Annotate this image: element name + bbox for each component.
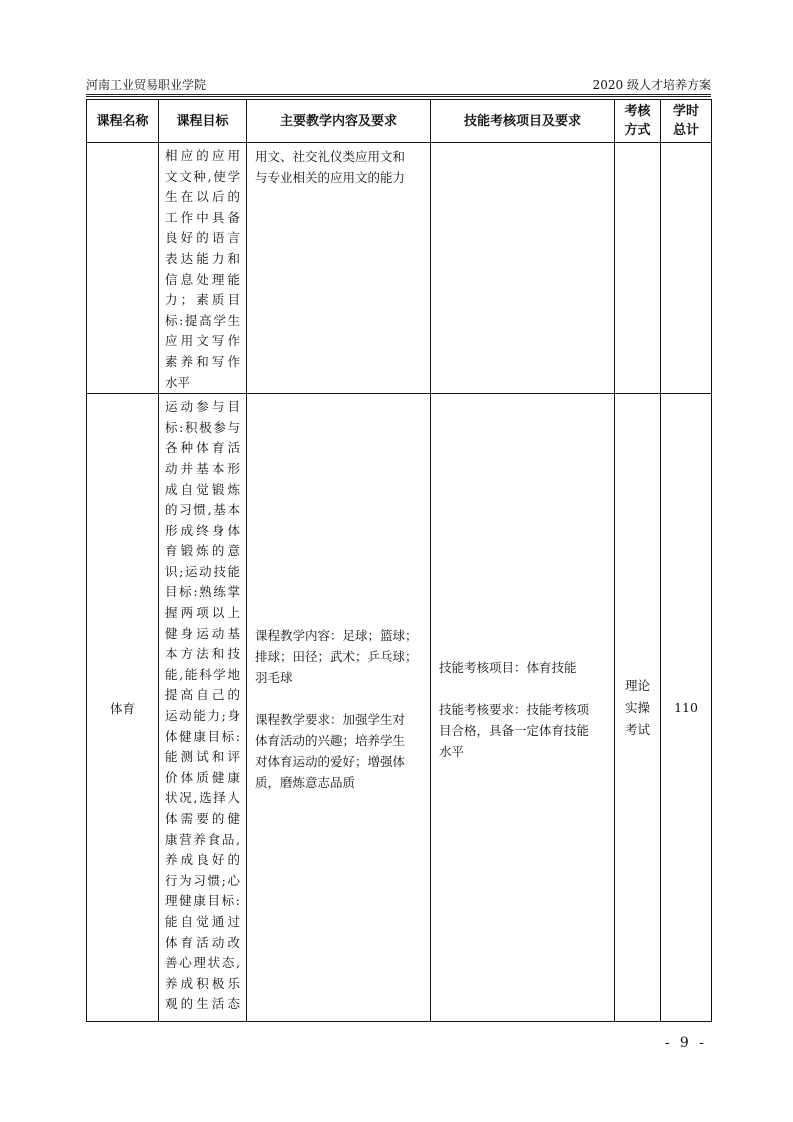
- text-line: 本方法和技: [165, 646, 240, 662]
- assessment-cell: [615, 143, 661, 394]
- text-line: 各种体育活: [165, 440, 240, 456]
- text-line: 观的生活态: [165, 996, 240, 1012]
- text-line: 对体育运动的爱好；增强体: [255, 754, 406, 770]
- content-teaching-text: [255, 625, 422, 688]
- content-cell: [247, 143, 431, 394]
- hours-cell: 110: [661, 394, 712, 1022]
- page-header: [86, 76, 711, 94]
- course-goal-cell: [159, 143, 247, 394]
- text-line: 排球；田径；武术；乒乓球；: [255, 649, 418, 665]
- text-line: 文文种,使学: [165, 168, 240, 184]
- skill-cell: [431, 394, 615, 1022]
- course-goal-text: [165, 146, 240, 393]
- content-requirement-text: [255, 709, 422, 793]
- text-line: 信息处理能: [165, 271, 240, 287]
- text-line: 水平: [165, 374, 191, 390]
- table-header-row: [87, 100, 712, 143]
- text-line: 应用文写作: [165, 333, 240, 349]
- text-line: 成自觉锻炼: [165, 481, 240, 497]
- header-line: 考核: [624, 104, 651, 119]
- text-line: 考试: [624, 721, 650, 737]
- page-number: - 9 -: [664, 1035, 707, 1051]
- text-line: 标:提高学生: [165, 312, 240, 328]
- text-line: 目标:熟练掌: [165, 584, 240, 600]
- text-line: 体育活动的兴趣；培养学生: [255, 733, 406, 749]
- text-line: 技能考核要求：技能考核项: [439, 701, 590, 717]
- course-name-cell: 体育: [87, 394, 159, 1022]
- text-line: 羽毛球: [255, 670, 293, 686]
- text-line: 水平: [439, 743, 465, 759]
- text-line: 康营养食品,: [165, 831, 240, 847]
- text-line: 行为习惯;心: [165, 872, 240, 888]
- text-line: 课程教学要求：加强学生对: [255, 712, 406, 728]
- header-line: 总计: [672, 123, 699, 138]
- col-header-hours: [661, 100, 712, 143]
- header-line: 方式: [624, 123, 651, 138]
- course-table: [86, 99, 712, 1022]
- header-line: 学时: [672, 104, 699, 119]
- text-line: 与专业相关的应用文的能力: [255, 170, 406, 185]
- text-line: 健身运动基: [165, 625, 240, 641]
- text-line: 价体质健康: [165, 769, 240, 785]
- text-line: 生在以后的: [165, 189, 240, 205]
- text-line: 能自觉通过: [165, 913, 240, 929]
- text-line: 提高自己的: [165, 687, 240, 703]
- assessment-header-text: [615, 102, 660, 140]
- school-name: 河南工业贸易职业学院: [86, 78, 207, 92]
- header-rule-second: [86, 96, 711, 97]
- text-line: 运动能力;身: [165, 708, 240, 724]
- text-line: 育锻炼的意: [165, 543, 240, 559]
- text-line: 体健康目标:: [165, 728, 240, 744]
- text-line: 理论: [624, 677, 650, 693]
- hours-header-text: [661, 102, 711, 140]
- col-header-course-goal: 课程目标: [159, 100, 247, 143]
- col-header-assessment: [615, 100, 661, 143]
- text-line: 形成终身体: [165, 522, 240, 538]
- header-rule: [86, 94, 711, 95]
- course-goal-cell: [159, 394, 247, 1022]
- assessment-text: [615, 675, 660, 741]
- skill-cell: [431, 143, 615, 394]
- course-goal-text: [165, 397, 240, 1015]
- document-title: 2020 级人才培养方案: [592, 78, 711, 92]
- text-line: 素养和写作: [165, 353, 240, 369]
- text-line: 技能考核项目：体育技能: [439, 659, 577, 675]
- text-line: 养成积极乐: [165, 975, 240, 991]
- text-line: 运动参与目: [165, 399, 240, 415]
- text-line: 用文、社交礼仪类应用文和: [255, 149, 406, 164]
- text-line: 体育活动改: [165, 934, 240, 950]
- text-line: 体需要的健: [165, 811, 240, 826]
- text-line: 识;运动技能: [165, 563, 240, 579]
- text-line: 相应的应用: [165, 148, 240, 163]
- text-line: 养成良好的: [165, 852, 240, 868]
- text-line: 力；素质目: [165, 292, 240, 308]
- skill-requirement-text: [439, 699, 606, 762]
- text-line: 目合格，具备一定体育技能: [439, 722, 590, 738]
- col-header-course-name: 课程名称: [87, 100, 159, 143]
- col-header-skill: 技能考核项目及要求: [431, 100, 615, 143]
- content-text: [255, 146, 422, 188]
- text-line: 表达能力和: [165, 250, 240, 266]
- hours-cell: [661, 143, 712, 394]
- text-line: 工作中具备: [165, 209, 240, 225]
- text-line: 善心理状态,: [165, 955, 240, 971]
- text-line: 标:积极参与: [165, 419, 240, 435]
- text-line: 课程教学内容：足球；篮球；: [255, 628, 418, 644]
- text-line: 质，磨炼意志品质: [255, 775, 356, 791]
- text-line: 动并基本形: [165, 460, 240, 476]
- content-cell: [247, 394, 431, 1022]
- table-row: [87, 143, 712, 394]
- text-line: 理健康目标:: [165, 893, 240, 909]
- skill-item-text: [439, 657, 606, 678]
- course-name-cell: [87, 143, 159, 394]
- text-line: 良好的语言: [165, 230, 240, 246]
- text-line: 能测试和评: [165, 749, 240, 765]
- table-row: [87, 394, 712, 1022]
- text-line: 握两项以上: [165, 605, 240, 621]
- col-header-content: 主要教学内容及要求: [247, 100, 431, 143]
- text-line: 能,能科学地: [165, 666, 240, 682]
- text-line: 实操: [624, 699, 650, 715]
- text-line: 状况,选择人: [165, 790, 240, 806]
- text-line: 的习惯,基本: [165, 502, 240, 518]
- assessment-cell: [615, 394, 661, 1022]
